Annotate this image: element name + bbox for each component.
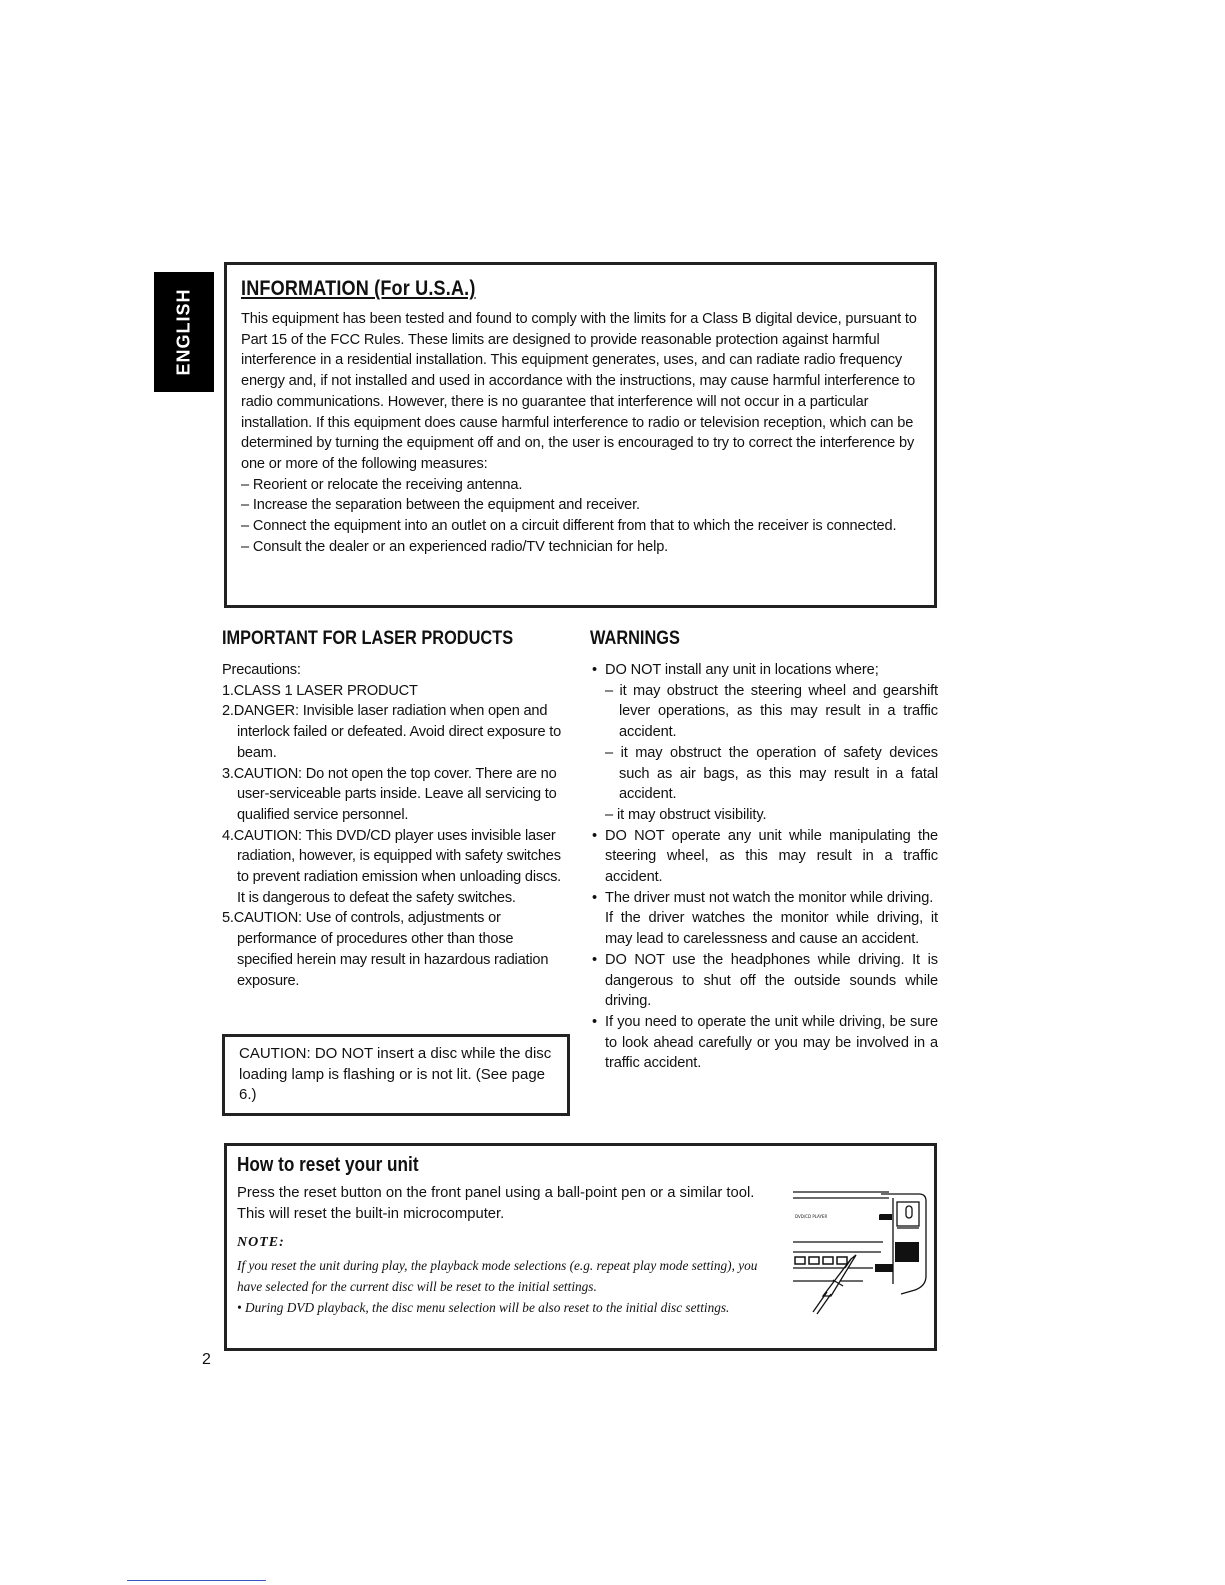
language-tab (154, 272, 214, 392)
warnings-section (590, 628, 938, 1074)
note-text: If you reset the unit during play, the playback mode selections (e.g. repeat play mode setting), you have selected for the current disc will be reset to the initial settings. (237, 1258, 758, 1294)
disc-caution-box (222, 1034, 570, 1116)
warning-item: • DO NOT use the headphones while driving. It is dangerous to shut off the outside sounds while driving. (590, 950, 938, 1012)
precaution-item: 3.CAUTION: Do not open the top cover. There are no user-serviceable parts inside. Leave all servicing to qualified service personnel. (222, 765, 557, 823)
warning-subitem: – it may obstruct the operation of safety devices such as air bags, as this may result in a fatal accident. (605, 744, 938, 803)
reset-unit-box (224, 1143, 937, 1351)
page-number: 2 (202, 1351, 211, 1368)
reset-button-illustration (793, 1184, 933, 1324)
footer-divider (127, 1580, 266, 1581)
measure-item: – Increase the separation between the equipment and receiver. (241, 497, 640, 514)
reset-instructions: Press the reset button on the front panel using a ball-point pen or a similar tool. This will reset the built-in microcomputer. (237, 1185, 755, 1222)
note-bullet: • During DVD playback, the disc menu selection will be also reset to the initial disc settings. (237, 1300, 730, 1315)
note-label: NOTE: (237, 1235, 285, 1250)
warning-subitem: – it may obstruct visibility. (605, 806, 767, 823)
information-text: This equipment has been tested and found to comply with the limits for a Class B digital device, pursuant to Part 15 of the FCC Rules. These limits are designed to provide reasonable protection against harmful interference in a residential installation. This equipment generates, uses, and can radiate radio frequency energy and, if not installed and used in accordance with the instructions, may cause harmful interference to radio communications. However, there is no guarantee that interference will not occur in a particular installation. If this equipment does cause harmful interference to radio or television reception, which can be determined by turning the equipment off and on, the user is encouraged to try to correct the interference by one or more of the following measures: (241, 311, 917, 472)
warning-item: • The driver must not watch the monitor while driving. (590, 888, 938, 909)
measure-item: – Reorient or relocate the receiving antenna. (241, 476, 523, 493)
warnings-list (590, 660, 938, 1074)
warnings-title: WARNINGS (590, 628, 680, 649)
information-title: INFORMATION (For U.S.A.) (241, 277, 476, 300)
device-model-label: DVD/CD PLAYER (795, 1214, 828, 1219)
warning-item: • If you need to operate the unit while driving, be sure to look ahead carefully or you may be involved in a traffic accident. (590, 1012, 938, 1074)
fcc-information-box (224, 262, 937, 608)
laser-products-section (222, 628, 572, 991)
precaution-item: 2.DANGER: Invisible laser radiation when open and interlock failed or defeated. Avoid direct exposure to beam. (222, 703, 561, 761)
disc-caution-text: CAUTION: DO NOT insert a disc while the disc loading lamp is flashing or is not lit. (See page 6.) (239, 1045, 552, 1103)
measure-item: – Consult the dealer or an experienced radio/TV technician for help. (241, 538, 669, 555)
warning-subitem: – it may obstruct the steering wheel and gearshift lever operations, as this may result in a traffic accident. (605, 682, 938, 741)
precaution-item: 4.CAUTION: This DVD/CD player uses invisible laser radiation, however, is equipped with safety switches to prevent radiation emission when unloading discs. It is dangerous to defeat the safety switches. (222, 827, 562, 906)
warning-item: • DO NOT install any unit in locations where; (590, 660, 938, 681)
precaution-item: 5.CAUTION: Use of controls, adjustments or performance of procedures other than those specified herein may result in hazardous radiation exposure. (222, 910, 549, 989)
brand-label: JVC (879, 1210, 886, 1215)
language-tab-label: ENGLISH (173, 288, 194, 376)
precaution-item: 1.CLASS 1 LASER PRODUCT (222, 682, 418, 699)
note-body (237, 1255, 782, 1318)
laser-section-title: IMPORTANT FOR LASER PRODUCTS (222, 628, 514, 649)
precautions-label: Precautions: (222, 662, 301, 678)
measure-item: – Connect the equipment into an outlet on a circuit different from that to which the receiver is connected. (241, 518, 897, 535)
warning-continuation: If the driver watches the monitor while driving, it may lead to carelessness and cause an accident. (605, 910, 938, 948)
precautions-list (222, 660, 572, 991)
warning-item: • DO NOT operate any unit while manipulating the steering wheel, as this may result in a traffic accident. (590, 826, 938, 888)
information-body (241, 309, 920, 557)
reset-title: How to reset your unit (237, 1154, 419, 1176)
